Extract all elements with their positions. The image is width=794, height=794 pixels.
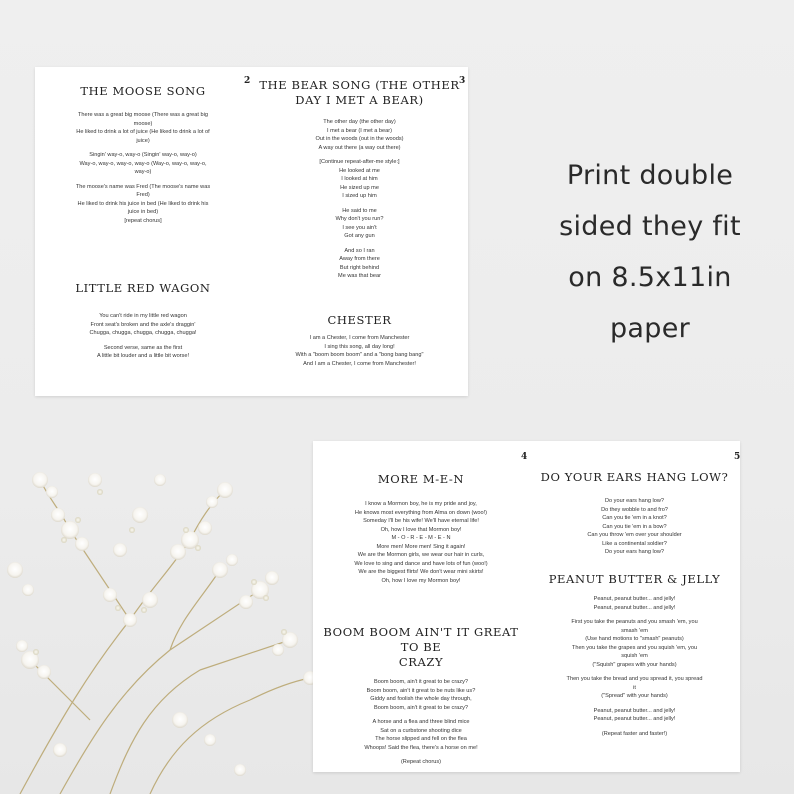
lyric-line: (Repeat chorus): [400, 759, 442, 765]
lyric-line: Sat on a curbstone shooting dice: [380, 727, 462, 734]
song-title: THE MOOSE SONG: [80, 84, 206, 98]
lyric-line: Then you take the grapes and you squish 'em, you: [571, 644, 698, 651]
lyric-line: I met a bear (I met a bear): [327, 127, 392, 134]
song-little-red-wagon: [35, 281, 251, 361]
lyric-line: A horse and a flea and three blind mice: [372, 719, 470, 725]
lyric-line: We are the Mormon girls, we wear our hair in curls,: [357, 552, 485, 558]
lyric-line: The other day (the other day): [323, 119, 396, 125]
lyric-line: Can you tie 'em in a knot?: [602, 515, 667, 521]
song-lyrics: [529, 497, 740, 557]
lyric-line: ("Spread" with your hands): [601, 693, 668, 699]
lyric-line: We love to sing and dance and have lots of fun (woo!): [354, 560, 488, 567]
lyric-line: With a "boom boom boom" and a "bong bang bang": [295, 352, 424, 358]
lyric-line: He said to me: [342, 207, 377, 214]
lyric-line: Like a continental soldier?: [602, 540, 667, 547]
lyric-line: it: [633, 684, 636, 691]
lyric-line: (Use hand motions to "smash" peanuts): [585, 636, 684, 642]
page-number: 5: [734, 452, 741, 462]
song-ears-hang-low: [529, 470, 740, 557]
lyric-line: I am a Chester, I come from Manchester: [309, 335, 410, 341]
song-bear: [251, 78, 468, 281]
lyric-line: Boom boom, ain't it great to be crazy?: [373, 704, 469, 711]
lyric-line: I sized up him: [342, 193, 377, 199]
lyric-line: And so I ran: [344, 247, 375, 254]
baby-breath-flowers-image: [0, 420, 320, 794]
song-title: LITTLE RED WAGON: [75, 281, 211, 295]
lyric-line: The moose's name was Fred (The moose's name was: [75, 183, 211, 190]
lyric-line: Second verse, same as the first: [103, 344, 183, 351]
caption-line: Print double: [566, 160, 734, 191]
lyric-line: juice): [136, 137, 150, 144]
song-title: DO YOUR EARS HANG LOW?: [540, 470, 729, 484]
lyric-line: He liked to drink his juice in bed (He liked to drink his: [77, 200, 209, 207]
lyric-line: [Continue repeat-after-me style:]: [319, 159, 400, 165]
lyric-line: Then you take the bread and you spread it, you spread: [566, 676, 703, 682]
lyric-line: [repeat chorus]: [124, 217, 162, 224]
lyric-line: Front seat's broken and the axle's draggin': [90, 321, 196, 328]
song-boom-boom: [313, 625, 529, 767]
lyric-line: The horse slipped and fell on the flea: [375, 736, 467, 742]
lyric-line: smash 'em: [621, 627, 648, 634]
song-lyrics: [35, 312, 251, 361]
lyric-line: Oh, how I love that Mormon boy!: [380, 526, 462, 533]
caption-line: on 8.5x11in: [568, 262, 732, 293]
lyric-line: Way-o, way-o, way-o, way-o (Way-o, way-o, way-o,: [79, 160, 207, 167]
song-lyrics: [529, 595, 740, 738]
song-title-line: DAY I MET A BEAR): [295, 93, 424, 107]
song-peanut-butter-jelly: [529, 572, 740, 738]
lyric-line: Boom boom, ain't it great to be nuts like us?: [366, 687, 476, 694]
song-title: CHESTER: [327, 313, 392, 327]
song-title-line: BOOM BOOM AIN'T IT GREAT TO BE: [323, 625, 519, 654]
song-lyrics: [35, 111, 251, 225]
lyric-line: squish 'em: [621, 653, 648, 659]
lyric-line: I know a Mormon boy, he is my pride and joy,: [365, 501, 477, 507]
song-more-men: [313, 472, 529, 585]
songbook-sheet-pages-4-5: [313, 441, 740, 772]
lyric-line: He looked at me: [339, 167, 380, 174]
lyric-line: But right behind: [339, 264, 380, 271]
lyric-line: Away from there: [339, 256, 380, 262]
lyric-line: Me was that bear: [338, 273, 381, 279]
lyric-line: I sing this song, all day long!: [324, 343, 395, 350]
page-number: 4: [521, 452, 528, 462]
lyric-line: moose): [133, 120, 153, 127]
lyric-line: Someday I'll be his wife! We'll have eternal life!: [363, 518, 479, 524]
page-4: [313, 441, 529, 772]
songbook-sheet-pages-2-3: [35, 67, 468, 396]
lyric-line: juice in bed): [127, 209, 159, 215]
lyric-line: I looked at him: [341, 176, 378, 182]
print-instructions-caption: [535, 150, 765, 354]
lyric-line: way-o): [134, 169, 152, 175]
song-lyrics: [251, 118, 468, 281]
song-lyrics: [313, 678, 529, 767]
lyric-line: Do your ears hang low?: [604, 498, 665, 504]
lyric-line: He knows most everything from Alma on down (woo!): [354, 509, 488, 516]
lyric-line: A little bit louder and a little bit worse!: [96, 353, 190, 359]
lyric-line: There was a great big moose (There was a great big: [78, 112, 208, 118]
lyric-line: More men! More men! Sing it again!: [376, 543, 466, 550]
lyric-line: ("Squish" grapes with your hands): [592, 661, 677, 668]
lyric-line: Whoops! Said the flea, there's a horse on me!: [364, 744, 478, 751]
caption-line: paper: [609, 313, 691, 344]
song-title-line: THE BEAR SONG (THE OTHER: [259, 78, 460, 92]
lyric-line: We are the biggest flirts! We don't wear mini skirts!: [358, 569, 484, 575]
lyric-line: Do they wobble to and fro?: [601, 506, 668, 513]
lyric-line: You can't ride in my little red wagon: [99, 313, 187, 319]
song-lyrics: [313, 500, 529, 585]
lyric-line: Why don't you run?: [335, 216, 384, 222]
page-number: 3: [459, 76, 466, 86]
lyric-line: Peanut, peanut butter... and jelly!: [593, 604, 676, 611]
song-chester: [251, 313, 468, 368]
song-title-line: CRAZY: [398, 655, 444, 669]
song-moose: [35, 84, 251, 225]
song-title: PEANUT BUTTER & JELLY: [548, 572, 721, 586]
lyric-line: M - O - R - E - M - E - N: [391, 535, 451, 541]
lyric-line: Fred): [136, 192, 150, 198]
lyric-line: (Repeat faster and faster!): [601, 730, 668, 737]
lyric-line: Chugga, chugga, chugga, chugga, chugga!: [89, 330, 197, 336]
caption-line: sided they fit: [559, 211, 741, 242]
lyric-line: Boom boom, ain't it great to be crazy?: [373, 679, 469, 685]
page-2: [35, 67, 251, 396]
lyric-line: First you take the peanuts and you smash 'em, you: [571, 619, 698, 625]
lyric-line: Peanut, peanut butter... and jelly!: [593, 596, 676, 602]
song-lyrics: [251, 334, 468, 368]
lyric-line: Got any gun: [344, 233, 375, 239]
lyric-line: Peanut, peanut butter... and jelly!: [593, 707, 676, 714]
song-title: MORE M-E-N: [377, 472, 465, 486]
lyric-line: I see you ain't: [342, 224, 377, 231]
lyric-line: Peanut, peanut butter... and jelly!: [593, 716, 676, 722]
lyric-line: A way out there (a way out there): [318, 144, 401, 151]
lyric-line: Oh, how I love my Mormon boy!: [381, 577, 461, 584]
lyric-line: And I am a Chester, I come from Manchester!: [303, 360, 416, 367]
lyric-line: He liked to drink a lot of juice (He liked to drink a lot of: [76, 129, 210, 135]
page-number: 2: [244, 76, 251, 86]
lyric-line: Out in the woods (out in the woods): [315, 136, 404, 142]
lyric-line: Giddy and foolish the whole day through,: [370, 696, 472, 702]
lyric-line: Singin' way-o, way-o (Singin' way-o, way-o): [89, 152, 197, 158]
page-5: [529, 441, 740, 772]
lyric-line: He sized up me: [340, 184, 379, 191]
lyric-line: Can you tie 'em in a bow?: [602, 523, 667, 530]
page-3: [251, 67, 468, 396]
lyric-line: Can you throw 'em over your shoulder: [587, 532, 682, 538]
lyric-line: Do your ears hang low?: [604, 549, 665, 555]
